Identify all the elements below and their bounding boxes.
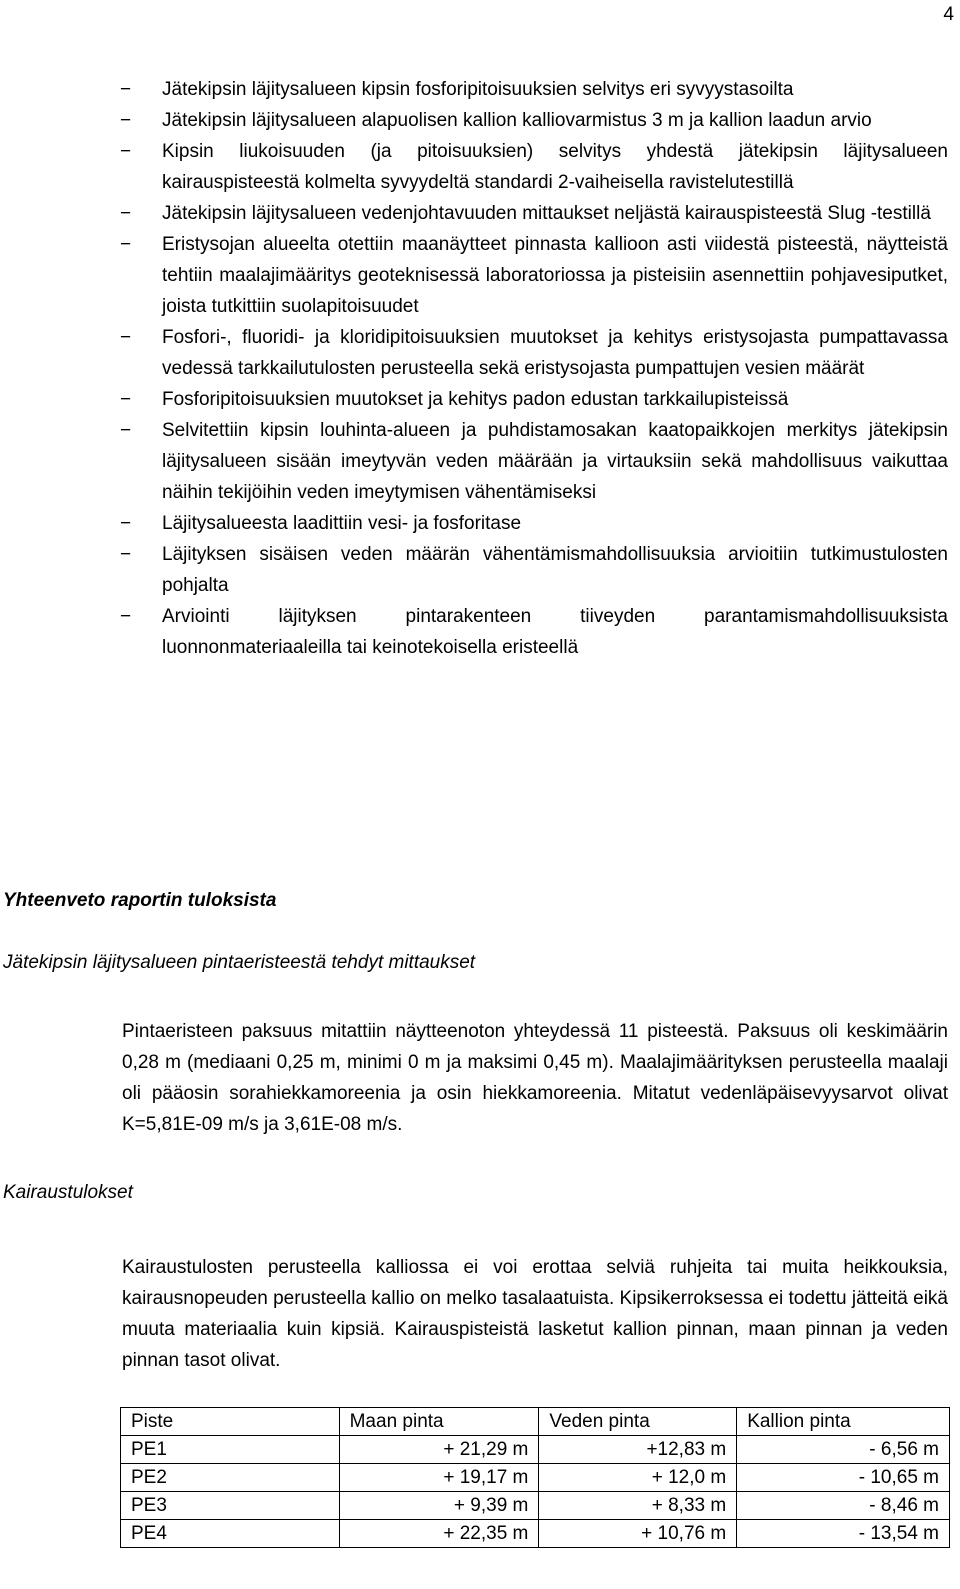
- bullet-dash: −: [120, 420, 132, 441]
- table-cell: - 10,65 m: [737, 1464, 950, 1492]
- list-item-text: Läjityksen sisäisen veden määrän vähentämismahdollisuuksia arvioitiin tutkimustulosten pohjalta: [162, 544, 948, 596]
- column-header-water-level: Veden pinta: [539, 1408, 737, 1436]
- table-row: [121, 1464, 950, 1492]
- list-item-text: Fosfori-, fluoridi- ja kloridipitoisuuksien muutokset ja kehitys eristysojasta pumpattavassa vedessä tarkkailutulosten perusteella sekä eristysojasta pumpattujen vesien määrät: [162, 327, 948, 379]
- list-item: [0, 384, 960, 415]
- table-cell: + 12,0 m: [539, 1464, 737, 1492]
- table-header-row: [121, 1408, 950, 1436]
- paragraph-drilling-results: Kairaustulosten perusteella kalliossa ei voi erottaa selviä ruhjeita tai muita heikkouksia, kairausnopeuden perusteella kallio on melko tasalaatuista. Kipsikerroksessa ei todettu jätteitä eikä muuta materiaalia kuin kipsiä. Kairauspisteistä lasketut kallion pinnan, maan pinnan ja veden pinnan tasot olivat.: [122, 1257, 948, 1371]
- section-subheading: Jätekipsin läjitysalueen pintaeristeestä tehdyt mittaukset: [3, 952, 476, 973]
- column-header-bedrock-level: Kallion pinta: [737, 1408, 950, 1436]
- table-cell: +12,83 m: [539, 1436, 737, 1464]
- list-item: [0, 601, 960, 663]
- list-item: [0, 539, 960, 601]
- list-item-text: Jätekipsin läjitysalueen vedenjohtavuuden mittaukset neljästä kairauspisteestä Slug -testillä: [162, 203, 931, 224]
- list-item: [0, 198, 960, 229]
- bullet-dash: −: [120, 79, 132, 100]
- bullet-dash: −: [120, 389, 132, 410]
- bullet-dash: −: [120, 203, 132, 224]
- column-header-point: Piste: [121, 1408, 340, 1436]
- table-cell: PE4: [121, 1520, 340, 1548]
- table-cell: PE3: [121, 1492, 340, 1520]
- list-item: [0, 229, 960, 322]
- list-item: [0, 105, 960, 136]
- side-label-drilling-results: Kairaustulokset: [3, 1182, 133, 1203]
- page-number: 4: [943, 4, 954, 25]
- column-header-ground-level: Maan pinta: [339, 1408, 539, 1436]
- bullet-list: [0, 74, 960, 663]
- list-item-text: Arviointi läjityksen pintarakenteen tiiveyden parantamismahdollisuuksista luonnonmateriaaleilla tai keinotekoisella eristeellä: [162, 606, 948, 658]
- list-item: [0, 74, 960, 105]
- table-cell: - 8,46 m: [737, 1492, 950, 1520]
- list-item-text: Eristysojan alueelta otettiin maanäytteet pinnasta kallioon asti viidestä pisteestä, näytteistä tehtiin maalajimääritys geoteknisessä laboratoriossa ja pisteisiin asennettiin pohjavesiputket, joista tutkittiin suolapitoisuudet: [162, 234, 948, 317]
- table-row: [121, 1436, 950, 1464]
- list-item-text: Läjitysalueesta laadittiin vesi- ja fosforitase: [162, 513, 522, 534]
- section-heading: Yhteenveto raportin tuloksista: [3, 890, 277, 911]
- table-cell: + 8,33 m: [539, 1492, 737, 1520]
- table-cell: - 6,56 m: [737, 1436, 950, 1464]
- bullet-dash: −: [120, 513, 132, 534]
- bullet-dash: −: [120, 234, 132, 255]
- table-cell: PE1: [121, 1436, 340, 1464]
- table-cell: + 21,29 m: [339, 1436, 539, 1464]
- drilling-results-table: [120, 1407, 950, 1548]
- table-cell: PE2: [121, 1464, 340, 1492]
- table-row: [121, 1492, 950, 1520]
- bullet-dash: −: [120, 544, 132, 565]
- bullet-dash: −: [120, 141, 132, 162]
- bullet-dash: −: [120, 606, 132, 627]
- list-item-text: Jätekipsin läjitysalueen kipsin fosforipitoisuuksien selvitys eri syvyystasoilta: [162, 79, 794, 100]
- bullet-dash: −: [120, 110, 132, 131]
- list-item: [0, 136, 960, 198]
- list-item-text: Jätekipsin läjitysalueen alapuolisen kallion kalliovarmistus 3 m ja kallion laadun arvio: [162, 110, 872, 131]
- list-item: [0, 322, 960, 384]
- table-cell: + 19,17 m: [339, 1464, 539, 1492]
- paragraph-surface-insulation: Pintaeristeen paksuus mitattiin näytteenoton yhteydessä 11 pisteestä. Paksuus oli keskimäärin 0,28 m (mediaani 0,25 m, minimi 0 m ja maksimi 0,45 m). Maalajimäärityksen perusteella maalaji oli pääosin sorahiekkamoreenia ja osin hiekkamoreenia. Mitatut vedenläpäisevyysarvot olivat K=5,81E-09 m/s ja 3,61E-08 m/s.: [122, 1021, 948, 1135]
- table-cell: - 13,54 m: [737, 1520, 950, 1548]
- list-item: [0, 508, 960, 539]
- table-cell: + 10,76 m: [539, 1520, 737, 1548]
- table-cell: + 9,39 m: [339, 1492, 539, 1520]
- table-cell: + 22,35 m: [339, 1520, 539, 1548]
- list-item-text: Kipsin liukoisuuden (ja pitoisuuksien) selvitys yhdestä jätekipsin läjitysalueen kairauspisteestä kolmelta syvyydeltä standardi 2-vaiheisella ravistelutestillä: [162, 141, 948, 193]
- list-item-text: Fosforipitoisuuksien muutokset ja kehitys padon edustan tarkkailupisteissä: [162, 389, 789, 410]
- table-row: [121, 1520, 950, 1548]
- list-item: [0, 415, 960, 508]
- bullet-dash: −: [120, 327, 132, 348]
- list-item-text: Selvitettiin kipsin louhinta-alueen ja puhdistamosakan kaatopaikkojen merkitys jätekipsin läjitysalueen sisään imeytyvän veden määrään ja virtauksiin sekä mahdollisuus vaikuttaa näihin tekijöihin veden imeytymisen vähentämiseksi: [162, 420, 948, 503]
